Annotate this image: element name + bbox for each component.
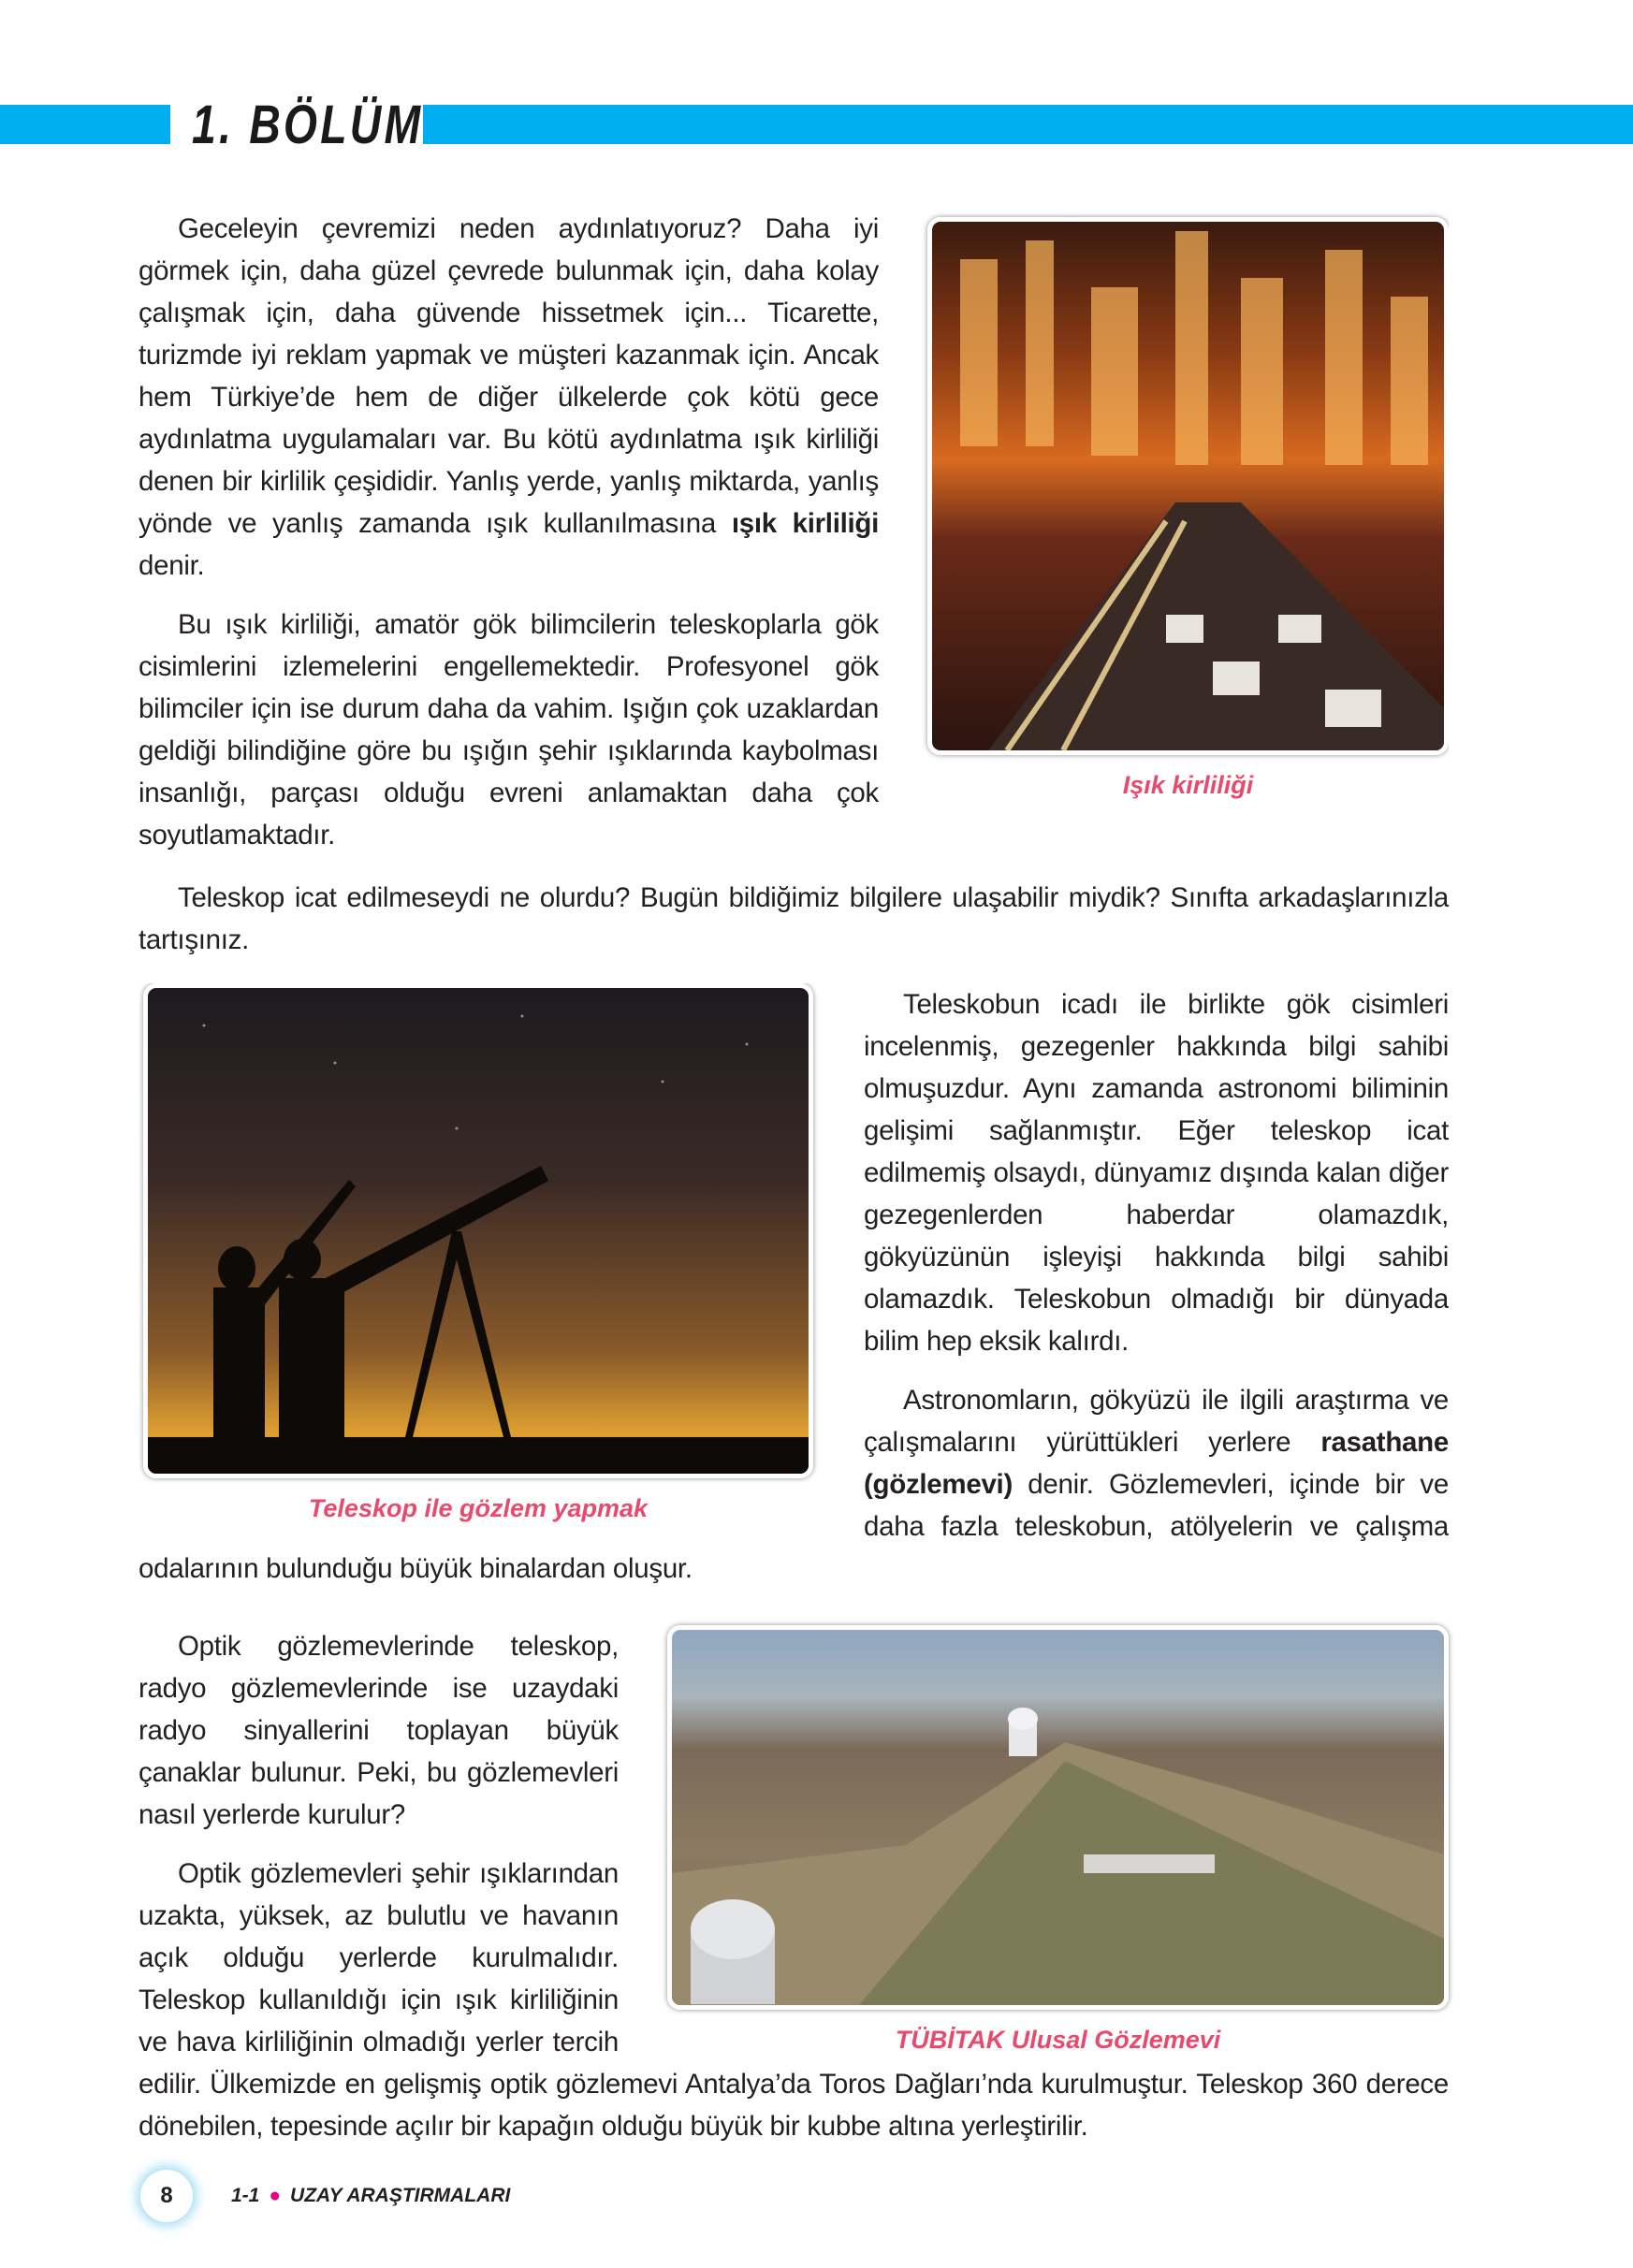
city-photo-caption: Işık kirliliği [1122, 771, 1254, 799]
unit-title: UZAY ARAŞTIRMALARI [290, 2185, 511, 2206]
telescope-silhouette [148, 988, 809, 1474]
term-observatory: rasathane (gözlemevi) [864, 1427, 1449, 1500]
paragraph: Optik gözlemevleri şehir ışıklarından uzakta, yüksek, az bulutlu ve havanın açık olduğu yerlerde kurulmalıdır. Teleskop kullanıldığı için ışık kirliliğinin ve hava kirliliğinin olmadığı yerler tercih edilir. Ülkemizde en gelişmiş optik gözlemevi Antalya’da Toros Dağları’nda kurulmuştur. Teleskop 360 derece dönebilen, tepesinde açılır bir kapağın olduğu büyük bir kubbe altına yerleştirilir. [139, 1858, 1449, 2142]
text: denir. [139, 550, 205, 581]
intro-section [139, 208, 1449, 873]
text: Geceleyin çevremizi neden aydınlatıyoruz? Daha iyi görmek için, daha güzel çevrede bulunmak için, daha kolay çalışmak için, daha güvende hissetmek için... Ticarette, turizmde iyi reklam yapmak ve müşteri kazanmak için. Ancak hem Türkiye’de hem de diğer ülkelerde çok kötü gece aydınlatma uygulamaları var. Bu kötü aydınlatma ışık kirliliği denen bir kirlilik çeşididir. Yanlış yerde, yanlış miktarda, yanlış yönde ve yanlış zamanda ışık kullanılmasına [139, 213, 879, 539]
telescope-figure [143, 983, 813, 1525]
text: denir. Gözlemevleri, içinde bir ve daha fazla teleskobun, atölyelerin ve çalışma odalarının bulunduğu büyük binalardan oluşur. [139, 1469, 1449, 1584]
page-content [139, 208, 1449, 2226]
page-number: 8 [140, 2170, 193, 2222]
city-lights-photo [927, 217, 1449, 755]
header-bar-right [423, 105, 1633, 144]
bullet-dot-icon: ● [269, 2185, 282, 2206]
term-light-pollution: ışık kirliliği [731, 508, 879, 539]
chapter-title: 1. BÖLÜM [192, 94, 424, 155]
unit-number: 1-1 [231, 2185, 260, 2206]
telescope-photo-caption: Teleskop ile gözlem yapmak [308, 1494, 649, 1522]
telescope-section [139, 983, 1449, 1606]
footer-section-label [231, 2183, 510, 2209]
paragraph: Teleskobun icadı ile birlikte gök cisimleri incelenmiş, gezegenler hakkında bilgi sahibi olmuşuzdur. Aynı zamanda astronomi biliminin gelişimi sağlanmıştır. Eğer teleskop icat edilmemiş olsaydı, dünyamız dışında kalan diğer gezegenlerden haberdar olamazdık, gökyüzünün işleyişi hakkında bilgi sahibi olamazdık. Teleskobun olmadığı bir dünyada bilim hep eksik kalırdı. [864, 989, 1449, 1357]
city-figure [927, 217, 1449, 802]
mountain-illustration [672, 1630, 1444, 2005]
city-illustration [932, 222, 1444, 750]
telescope-observation-photo [143, 983, 813, 1478]
observatory-photo-caption: TÜBİTAK Ulusal Gözlemevi [895, 2026, 1221, 2054]
text: Astronomların, gökyüzü ile ilgili araştırma ve çalışmalarını yürüttükleri yerlere [864, 1385, 1449, 1458]
discussion-question: Teleskop icat edilmeseydi ne olurdu? Bugün bildiğimiz bilgilere ulaşabilir miydik? Sınıfta arkadaşlarınızla tartışınız. [139, 882, 1449, 955]
paragraph: Bu ışık kirliliği, amatör gök bilimcilerin teleskoplarla gök cisimlerini izlemelerini engellemektedir. Profesyonel gök bilimciler için ise durum daha da vahim. Işığın çok uzaklardan geldiği bilindiğine göre bu ışığın şehir ışıklarında kaybolması insanlığı, parçası olduğu evreni anlamaktan daha çok soyutlamaktadır. [139, 609, 879, 850]
observatory-figure [667, 1625, 1449, 2057]
paragraph: Optik gözlemevlerinde teleskop, radyo gözlemevlerinde ise uzaydaki radyo sinyallerini toplayan büyük çanaklar bulunur. Peki, bu gözlemevleri nasıl yerlerde kurulur? [139, 1631, 619, 1830]
observatory-section [139, 1625, 1449, 2147]
footer [139, 2170, 1449, 2226]
header-bar-left [0, 105, 170, 144]
tubitak-observatory-photo [667, 1625, 1449, 2010]
